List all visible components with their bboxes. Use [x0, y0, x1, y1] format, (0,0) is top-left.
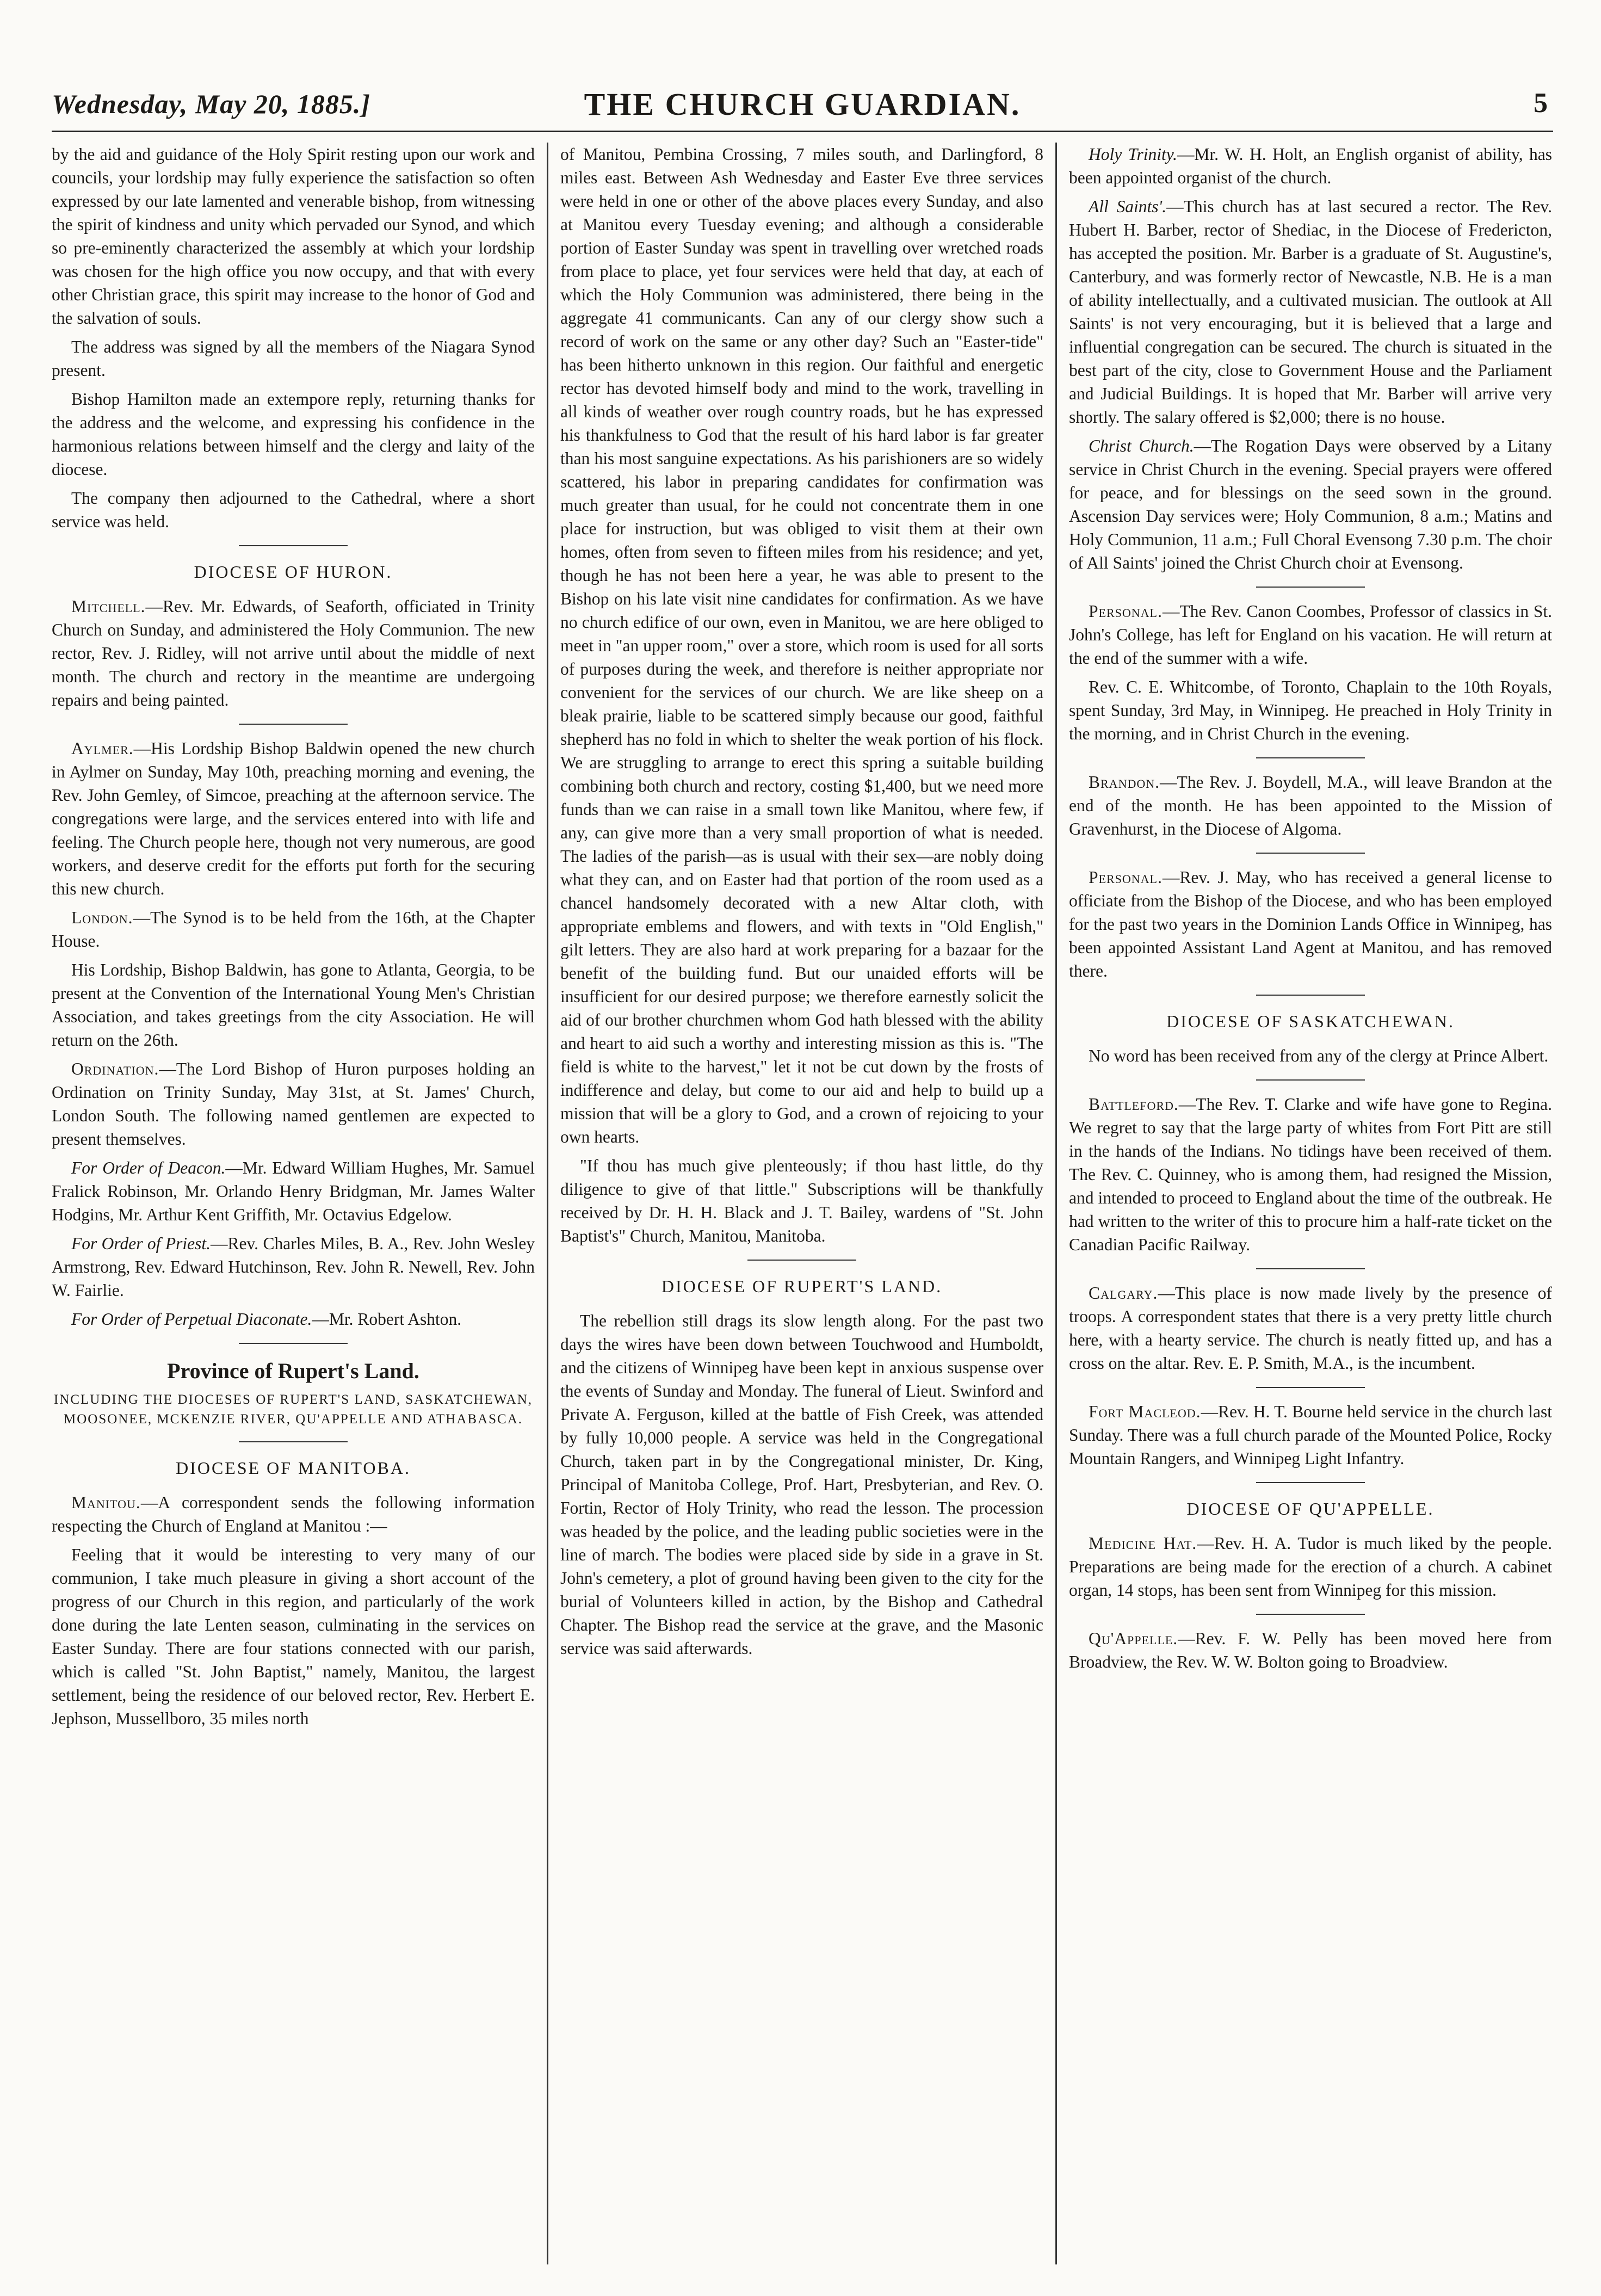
- section-divider: [1256, 995, 1365, 996]
- paragraph: Feeling that it would be interesting to very many of our communion, I take much pleasure in giving a short account of the progress of our Church in this region, and particularly of the work done during the late Lenten season, culminating in the services on Easter Sunday. There are four stations connected with our parish, which is called "St. John Baptist," namely, Manitou, the largest settlement, being the residence of our beloved rector, Rev. Herbert E. Jephson, Mussellboro, 35 miles north: [52, 1545, 535, 1728]
- paragraph: [52, 1491, 535, 1538]
- paragraph: His Lordship, Bishop Baldwin, has gone to Atlanta, Georgia, to be present at the Convention of the International Young Men's Christian Association, and takes greetings from the city Association. He will return on the 26th.: [52, 960, 535, 1050]
- section-divider: [239, 724, 348, 725]
- item-lead: For Order of Perpetual Diaconate.: [71, 1310, 312, 1329]
- section-heading-manitoba: DIOCESE OF MANITOBA.: [176, 1458, 411, 1478]
- paragraph: [1069, 195, 1552, 429]
- item-lead: Brandon.: [1089, 773, 1160, 792]
- issue-date: Wednesday, May 20, 1885.]: [52, 89, 371, 119]
- paragraph: by the aid and guidance of the Holy Spirit resting upon our work and councils, your lordship may fully experience the satisfaction so often expressed by our late lamented and venerable bishop, from witnessing the spirit of kindness and unity which pervaded our Synod, and which so pre-eminently characterized the assembly at which your lordship was chosen for the high office you now occupy, and that with every other Christian grace, this spirit may increase to the honor of God and the salvation of souls.: [52, 145, 535, 328]
- paragraph: "If thou has much give plenteously; if thou hast little, do thy diligence to give of that little." Subscriptions will be thankfully received by Dr. H. H. Black and J. T. Bailey, wardens of "St. John Baptist's" Church, Manitou, Manitoba.: [560, 1156, 1043, 1245]
- item-lead: Manitou.: [71, 1493, 141, 1512]
- page-number: 5: [1534, 88, 1548, 119]
- paragraph: of Manitou, Pembina Crossing, 7 miles south, and Darlingford, 8 miles east. Between Ash Wednesday and Easter Eve three services were held in one or other of the above places every Sunday, and also at Manitou every Tuesday evening; and although a considerable portion of Easter Sunday was spent in travelling over wretched roads from place to place, yet four services were held that day, at each of which the Holy Communion was administered, there being in the aggregate 41 communicants. Can any of our clergy show such a record of work on the same or any other day? Such an "Easter-tide" has been hitherto unknown in this region. Our faithful and energetic rector has devoted himself body and mind to the work, travelling in all kinds of weather over rough country roads, but he has expressed his thankfulness to God that the result of his hard labor is far greater than his most sanguine expectations. As his parishioners are so widely scattered, his labor in preparing candidates for confirmation was much greater than usual, for he could not concentrate them in one place for instruction, but was obliged to visit them at their own homes, often from seven to fifteen miles from his residence; and yet, though he has not been here a year, he was able to present to the Bishop on his late visit nine candidates for confirmation. As we have no church edifice of our own, even in Manitou, we are here obliged to meet in "an upper room," over a store, which room is used for all sorts of purposes during the week, and therefore is neither appropriate nor convenient for the services of our church. We are like sheep on a bleak prairie, liable to be scattered simply because our good, faithful shepherd has no fold in which to shelter the weak portion of his flock. We are struggling to arrange to erect this spring a suitable building combining both church and rectory, costing $1,400, but we need more funds than we can raise in a small town like Manitou, where few, if any, can give more than a very small proportion of what is needed. The ladies of the parish—as is usual with their sex—are nobly doing what they can, and on Easter had that portion of the room used as a chancel handsomely decorated with a new Altar cloth, with appropriate emblems and flowers, and with texts in "Old English," gilt letters. They are also hard at work preparing for a bazaar for the benefit of the building fund. But our unaided efforts will be insufficient for our desired purpose; we therefore earnestly solicit the aid of our brother churchmen whom God hath blessed with the ability and heart to aid such a worthy and interesting mission as this is. "The field is white to the harvest," let it not be cut down by the frosts of indifference and delay, but come to our aid and help to build up a mission that will be a glory to God, and a crown of rejoicing to your own hearts.: [560, 145, 1043, 1146]
- item-lead: Aylmer.: [71, 739, 134, 758]
- paragraph: [1069, 1281, 1552, 1375]
- item-lead: Mitchell.: [71, 597, 146, 616]
- item-lead: London.: [71, 908, 133, 927]
- item-text: —Rev. F. W. Pelly has been moved here from Broadview, the Rev. W. W. Bolton going to Broadview.: [1069, 1629, 1552, 1671]
- item-text: —The Synod is to be held from the 16th, at the Chapter House.: [52, 908, 535, 951]
- paragraph: [1069, 600, 1552, 670]
- item-text: —Rev. J. May, who has received a general license to officiate from the Bishop of the Diocese, and who has been employed for the past two years in the Dominion Lands Office in Winnipeg, has been appointed Assistant Land Agent at Manitou, and has removed there.: [1069, 868, 1552, 980]
- section-divider: [239, 545, 348, 546]
- province-subheading: INCLUDING THE DIOCESES OF RUPERT'S LAND, SASKATCHEWAN, MOOSONEE, MCKENZIE RIVER, QU'APPELLE AND ATHABASCA.: [53, 1392, 533, 1427]
- item-text: —The Rev. J. Boydell, M.A., will leave Brandon at the end of the month. He has been appointed to the Mission of Gravenhurst, in the Diocese of Algoma.: [1069, 773, 1552, 838]
- paragraph: [52, 906, 535, 953]
- section-divider: [747, 1260, 856, 1261]
- column-1: [52, 143, 535, 2270]
- section-divider: [239, 1441, 348, 1442]
- paragraph: [52, 1156, 535, 1226]
- item-text: —A correspondent sends the following information respecting the Church of England at Manitou :—: [52, 1493, 535, 1535]
- item-lead: Calgary.: [1089, 1283, 1158, 1303]
- item-lead: Medicine Hat.: [1089, 1534, 1197, 1553]
- item-lead: Ordination.: [71, 1059, 159, 1078]
- paragraph: [1069, 1400, 1552, 1470]
- paragraph: [1069, 434, 1552, 575]
- item-text: —The Lord Bishop of Huron purposes holding an Ordination on Trinity Sunday, May 31st, at St. James' Church, London South. The following named gentlemen are expected to present themselves.: [52, 1059, 535, 1149]
- section-divider: [1256, 1079, 1365, 1081]
- section-heading-saskatchewan: DIOCESE OF SASKATCHEWAN.: [1166, 1011, 1455, 1031]
- paragraph: [1069, 1093, 1552, 1256]
- paragraph: The address was signed by all the members of the Niagara Synod present.: [52, 337, 535, 380]
- province-heading: Province of Rupert's Land.: [167, 1359, 419, 1383]
- section-divider: [1256, 587, 1365, 588]
- item-text: —Rev. H. A. Tudor is much liked by the people. Preparations are being made for the erection of a church. A cabinet organ, 14 stops, has been sent from Winnipeg for this mission.: [1069, 1534, 1552, 1600]
- section-heading-huron: DIOCESE OF HURON.: [194, 562, 393, 582]
- item-lead: Holy Trinity.: [1089, 145, 1177, 164]
- section-divider: [1256, 1482, 1365, 1483]
- paragraph: [52, 1232, 535, 1302]
- item-text: —The Rogation Days were observed by a Litany service in Christ Church in the evening. Special prayers were offered for peace, and for blessings on the seed sown in the ground. Ascension Day services were; Holy Communion, 8 a.m.; Matins and Holy Communion, 11 a.m.; Full Choral Evensong 7.30 p.m. The choir of All Saints' joined the Christ Church choir at Evensong.: [1069, 436, 1552, 572]
- section-divider: [1256, 1387, 1365, 1388]
- item-lead: Battleford.: [1089, 1095, 1179, 1114]
- item-lead: Fort Macleod.: [1089, 1402, 1201, 1421]
- paragraph: Bishop Hamilton made an extempore reply, returning thanks for the address and the welcome, and expressing his confidence in the harmonious relations between himself and the clergy and laity of the diocese.: [52, 390, 535, 479]
- item-text: —This church has at last secured a rector. The Rev. Hubert H. Barber, rector of Shediac, in the Diocese of Fredericton, has accepted the position. Mr. Barber is a graduate of St. Augustine's, Canterbury, and was formerly rector of Newcastle, N.B. He is a man of ability intellectually, and a cultivated musician. The outlook at All Saints' is not very encouraging, but it is believed that a large and influential congregation can be secured. The church is situated in the best part of the city, close to Government House and the Parliament and Judicial Buildings. It is hoped that Mr. Barber will arrive very shortly. The salary offered is $2,000; there is no house.: [1069, 197, 1552, 427]
- item-text: —The Rev. Canon Coombes, Professor of classics in St. John's College, has left for England on his vacation. He will return at the end of the summer with a wife.: [1069, 602, 1552, 668]
- section-divider: [1256, 757, 1365, 758]
- item-lead: Christ Church.: [1089, 436, 1194, 455]
- section-divider: [239, 1343, 348, 1344]
- item-lead: For Order of Deacon.: [71, 1158, 226, 1177]
- column-rule: [547, 143, 548, 2264]
- paragraph: [1069, 143, 1552, 189]
- masthead: [52, 82, 1553, 132]
- item-text: —Rev. Charles Miles, B. A., Rev. John Wesley Armstrong, Rev. Edward Hutchinson, Rev. John R. Newell, Rev. John W. Fairlie.: [52, 1234, 535, 1300]
- item-text: —Rev. H. T. Bourne held service in the church last Sunday. There was a full church parade of the Mounted Police, Rocky Mountain Rangers, and Winnipeg Light Infantry.: [1069, 1402, 1552, 1468]
- paragraph: [52, 595, 535, 712]
- item-text: —This place is now made lively by the presence of troops. A correspondent states that there is a very pretty little church here, with a hearty service. The church is neatly fitted up, and has a cross on the altar. Rev. E. P. Smith, M.A., is the incumbent.: [1069, 1283, 1552, 1373]
- paragraph: [52, 737, 535, 900]
- newspaper-title: THE CHURCH GUARDIAN.: [584, 87, 1021, 122]
- section-heading-quappelle: DIOCESE OF QU'APPELLE.: [1186, 1499, 1435, 1519]
- section-heading-ruperts-land: DIOCESE OF RUPERT'S LAND.: [661, 1276, 943, 1296]
- item-lead: Personal.: [1089, 868, 1163, 887]
- paragraph: [1069, 1532, 1552, 1602]
- item-lead: Personal.: [1089, 602, 1163, 621]
- item-text: —Mr. Robert Ashton.: [312, 1310, 462, 1329]
- column-2: [560, 143, 1043, 2270]
- paragraph: [1069, 1627, 1552, 1674]
- item-text: —Mr. Edward William Hughes, Mr. Samuel Fralick Robinson, Mr. Orlando Henry Bridgman, Mr. James Walter Hodgins, Mr. Arthur Kent Griffith, Mr. Octavius Edgelow.: [52, 1158, 535, 1224]
- item-lead: Qu'Appelle.: [1089, 1629, 1178, 1648]
- paragraph: [52, 1057, 535, 1151]
- paragraph: The rebellion still drags its slow length along. For the past two days the wires have been down between Touchwood and Humboldt, and the citizens of Winnipeg have been kept in anxious suspense over the events of Sunday and Monday. The funeral of Lieut. Swinford and Private A. Ferguson, killed at the battle of Fish Creek, was attended by fully 10,000 people. A service was held in the Congregational Church, taken part in by the Congregational minister, Dr. King, Principal of Manitoba College, Prof. Hart, Presbyterian, and Rev. O. Fortin, Rector of Holy Trinity, who read the lesson. The procession was headed by the police, and the leading public societies were in the line of march. The bodies were placed side by side in a grave in St. John's cemetery, a plot of ground having been given to the city for the burial of Volunteers killed in action, by the Bishop and Cathedral Chapter. The Bishop read the service at the grave, and the Masonic service was said afterwards.: [560, 1311, 1043, 1658]
- section-divider: [1256, 853, 1365, 854]
- item-text: —The Rev. T. Clarke and wife have gone to Regina. We regret to say that the large party of whites from Fort Pitt are still in the hands of the Indians. No tidings have been received of them. The Rev. C. Quinney, who is among them, had resigned the Mission, and intended to proceed to England about the time of the outbreak. He had written to the writer of this to procure him a half-rate ticket on the Canadian Pacific Railway.: [1069, 1095, 1552, 1254]
- paragraph: [1069, 770, 1552, 841]
- item-text: —Rev. Mr. Edwards, of Seaforth, officiated in Trinity Church on Sunday, and administered the Holy Communion. The new rector, Rev. J. Ridley, will not arrive until about the middle of next month. The church and rectory in the meantime are undergoing repairs and being painted.: [52, 597, 535, 709]
- column-rule: [1055, 143, 1057, 2264]
- paragraph: No word has been received from any of the clergy at Prince Albert.: [1089, 1046, 1549, 1065]
- column-3: [1069, 143, 1552, 2270]
- section-divider: [1256, 1268, 1365, 1269]
- item-text: —His Lordship Bishop Baldwin opened the new church in Aylmer on Sunday, May 10th, preaching morning and evening, the Rev. John Gemley, of Simcoe, preaching at the afternoon service. The congregations were large, and the services entered into with life and feeling. The Church people here, though not very numerous, are good workers, and deserve credit for the efforts put forth for the securing this new church.: [52, 739, 535, 898]
- item-lead: All Saints'.: [1089, 197, 1167, 216]
- item-text: —Mr. W. H. Holt, an English organist of ability, has been appointed organist of the church.: [1069, 145, 1552, 187]
- paragraph: Rev. C. E. Whitcombe, of Toronto, Chaplain to the 10th Royals, spent Sunday, 3rd May, in Winnipeg. He preached in Holy Trinity in the morning, and in Christ Church in the evening.: [1069, 677, 1552, 743]
- paragraph: The company then adjourned to the Cathedral, where a short service was held.: [52, 489, 535, 531]
- section-divider: [1256, 1614, 1365, 1615]
- paragraph: [52, 1307, 535, 1331]
- paragraph: [1069, 866, 1552, 983]
- item-lead: For Order of Priest.: [71, 1234, 211, 1253]
